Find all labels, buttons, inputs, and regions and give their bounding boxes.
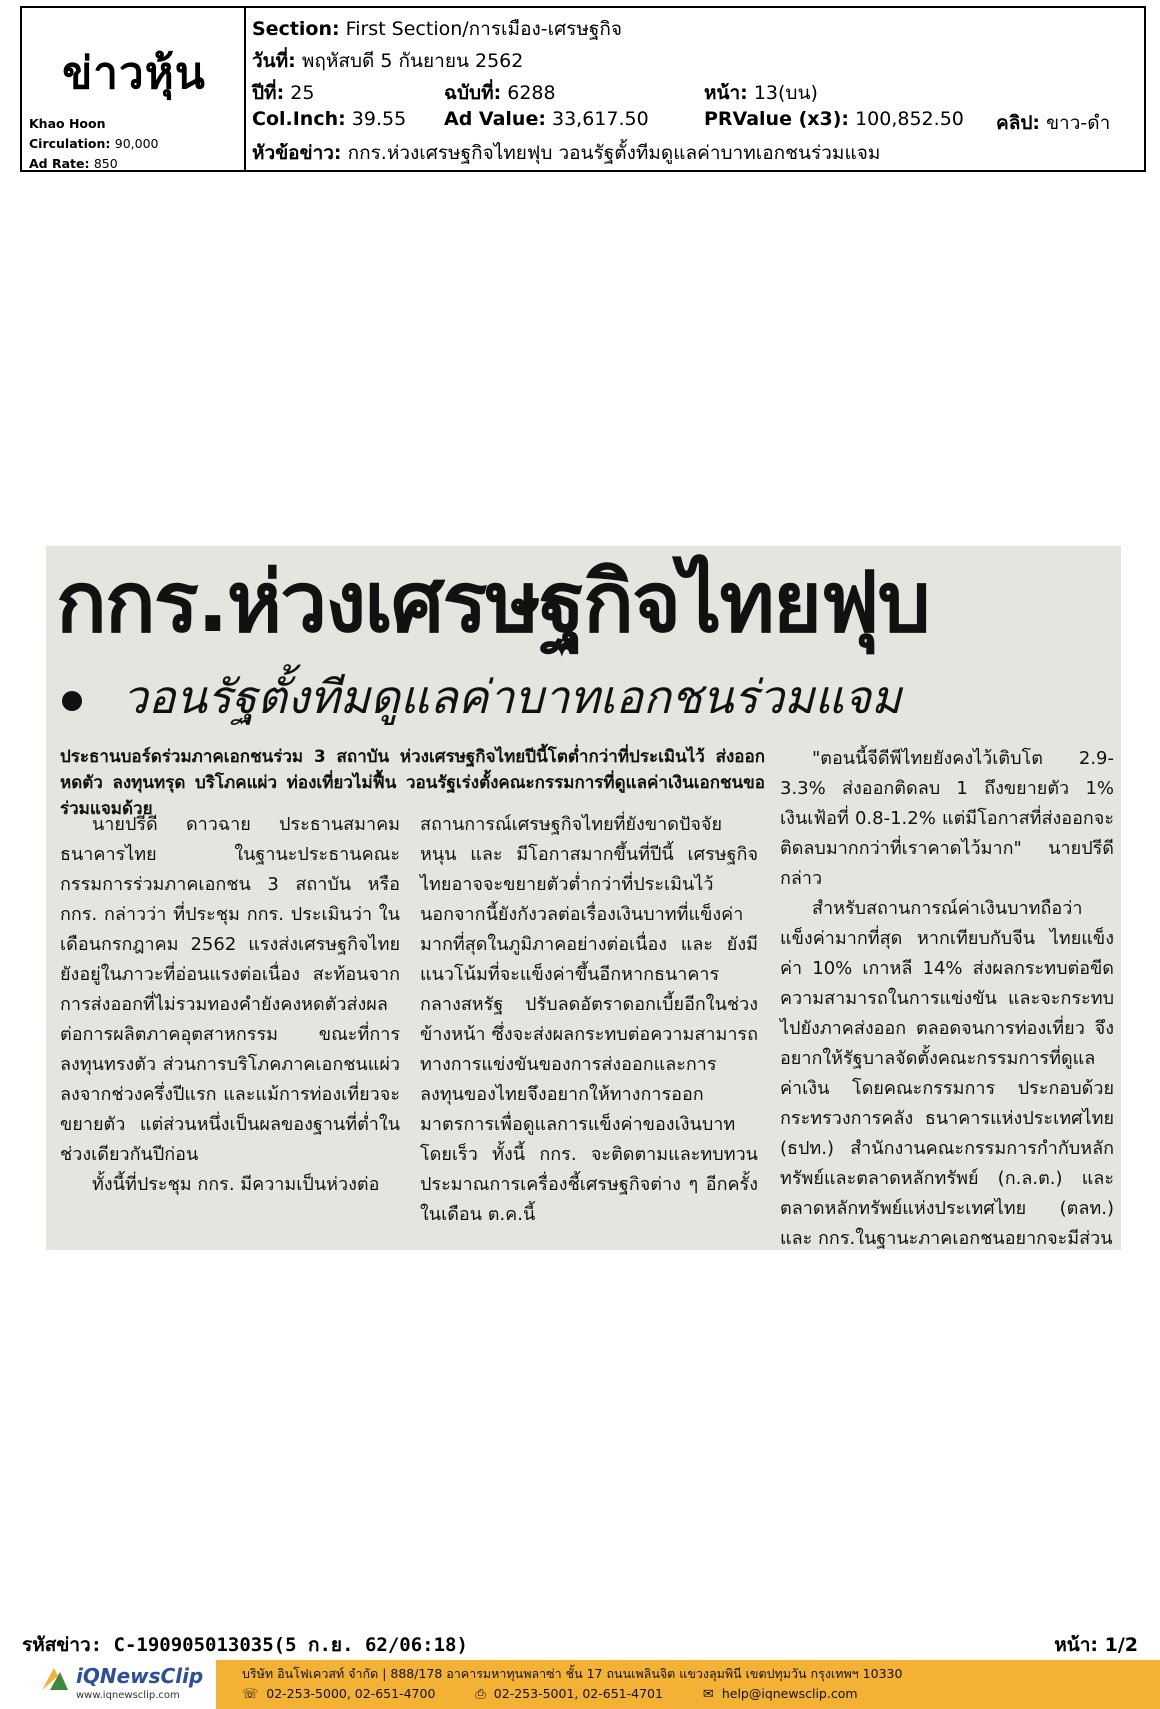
company-address: บริษัท อินโฟเควสท์ จำกัด | 888/178 อาคารมหาทุนพลาซ่า ชั้น 17 ถนนเพลินจิต แขวงลุมพินี เขตปทุมวัน กรุงเทพฯ 10330: [242, 1666, 903, 1681]
page-value: 13(บน): [753, 82, 818, 104]
bullet-icon: [62, 691, 82, 711]
envelope-icon: ✉: [702, 1687, 714, 1702]
contact-row: [242, 1686, 894, 1702]
fax-number: 02-253-5001, 02-651-4701: [493, 1686, 663, 1701]
advalue-field: [444, 108, 649, 130]
colinch-label: Col.Inch:: [252, 108, 346, 130]
advalue-label: Ad Value:: [444, 108, 546, 130]
newspaper-clipping: [46, 546, 1121, 1250]
section-label: Section:: [252, 18, 340, 40]
circulation: [29, 136, 159, 151]
metadata-panel: [252, 8, 1144, 170]
paragraph: "ตอนนี้จีดีพีไทยยังคงไว้เติบโต 2.9-3.3% ส่งออกติดลบ 1 ถึงขยายตัว 1% เงินเฟ้อที่ 0.8-1.2% แต่มีโอกาสที่ส่งออกจะติดลบมากกว่าที่เราคาดไว้มาก" นายปรีดี กล่าว: [780, 748, 1114, 889]
newsclip-logo-icon: [40, 1666, 70, 1692]
advalue-value: 33,617.50: [551, 108, 649, 130]
headline-value: กกร.ห่วงเศรษฐกิจไทยฟุบ วอนรัฐตั้งทีมดูแลค่าบาทเอกชนร่วมแจม: [347, 142, 881, 164]
iqnewsclip-logo: [36, 1664, 216, 1706]
ad-rate-value: 850: [93, 156, 118, 171]
printer-icon: ⎙: [475, 1687, 486, 1702]
headline-label: หัวข้อข่าว:: [252, 142, 342, 164]
article-column-1: [60, 810, 400, 1200]
date-row: [252, 46, 523, 76]
colinch-field: [252, 108, 406, 130]
fax-contact: [475, 1686, 663, 1702]
year-value: 25: [290, 82, 315, 104]
page-field: [704, 78, 818, 108]
publication-logo: ข่าวหุ้น: [62, 48, 206, 99]
publication-panel: [22, 8, 246, 170]
section-value: First Section/การเมือง-เศรษฐกิจ: [345, 18, 623, 40]
email-address[interactable]: help@iqnewsclip.com: [721, 1686, 858, 1701]
circulation-value: 90,000: [114, 136, 159, 151]
headline-row: [252, 138, 880, 168]
circulation-label: Circulation:: [29, 136, 111, 151]
contact-strip: [216, 1660, 1160, 1709]
date-label: วันที่:: [252, 50, 296, 72]
paragraph: ทั้งนี้ที่ประชุม กกร. มีความเป็นห่วงต่อ: [92, 1174, 380, 1195]
issue-label: ฉบับที่:: [444, 82, 502, 104]
phone-contact: [242, 1686, 435, 1702]
news-code: รหัสข่าว: C-190905013035(5 ก.ย. 62/06:18): [22, 1634, 468, 1656]
paragraph: สถานการณ์เศรษฐกิจไทยที่ยังขาดปัจจัยหนุน และ มีโอกาสมากขึ้นที่ปีนี้ เศรษฐกิจไทยอาจจะขยายตัวต่ำกว่าที่ประเมินไว้ นอกจากนี้ยังกังวลต่อเรื่องเงินบาทที่แข็งค่ามากที่สุดในภูมิภาคอย่างต่อเนื่อง และ ยังมีแนวโน้มที่จะแข็งค่าขึ้นอีกหากธนาคารกลางสหรัฐ ปรับลดอัตราดอกเบี้ยอีกในช่วงข้างหน้า ซึ่งจะส่งผลกระทบต่อความสามารถทางการแข่งขันของการส่งออกและการลงทุนของไทยจึงอยากให้ทางการออกมาตรการเพื่อดูแลการแข็งค่าของเงินบาทโดยเร็ว ทั้งนี้ กกร. จะติดตามและทบทวนประมาณการเครื่องชี้เศรษฐกิจต่าง ๆ อีกครั้งในเดือน ต.ค.นี้: [420, 814, 758, 1225]
paragraph: นายปรีดี ดาวฉาย ประธานสมาคมธนาคารไทย ในฐานะประธานคณะกรรมการร่วมภาคเอกชน 3 สถาบัน หรือ กกร. กล่าวว่า ที่ประชุม กกร. ประเมินว่า ในเดือนกรกฎาคม 2562 แรงส่งเศรษฐกิจไทยยังอยู่ในภาวะที่อ่อนแรงต่อเนื่อง สะท้อนจากการส่งออกที่ไม่รวมทองคำยังคงหดตัวส่งผลต่อการผลิตภาคอุตสาหกรรม ขณะที่การลงทุนทรงตัว ส่วนการบริโภคภาคเอกชนแผ่วลงจากช่วงครึ่งปีแรก และแม้การท่องเที่ยวจะขยายตัว แต่ส่วนหนึ่งเป็นผลของฐานที่ต่ำในช่วงเดียวกันปีก่อน: [60, 814, 400, 1165]
phone-icon: ☏: [242, 1687, 259, 1702]
issue-value: 6288: [507, 82, 556, 104]
page-label: หน้า:: [704, 82, 748, 104]
email-contact[interactable]: [703, 1686, 858, 1702]
logo-url: www.iqnewsclip.com: [76, 1690, 180, 1701]
article-lead: ประธานบอร์ดร่วมภาคเอกชนร่วม 3 สถาบัน ห่วงเศรษฐกิจไทยปีนี้โตต่ำกว่าที่ประเมินไว้ ส่งออกหดตัว ลงทุนทรุด บริโภคแผ่ว ท่องเที่ยวไม่ฟื้น วอนรัฐเร่งตั้งคณะกรรมการที่ดูแลค่าเงินเอกชนขอร่วมแจมด้วย: [60, 747, 765, 819]
clip-type-field: [996, 108, 1110, 138]
article-subheadline: [56, 664, 1116, 730]
year-field: [252, 78, 314, 108]
ad-rate-label: Ad Rate:: [29, 156, 90, 171]
ad-rate: [29, 156, 118, 171]
section-row: [252, 14, 622, 44]
page-indicator: หน้า: 1/2: [1054, 1634, 1138, 1656]
article-headline: กกร.ห่วงเศรษฐกิจไทยฟุบ: [56, 553, 929, 651]
article-subheadline-text: วอนรัฐตั้งทีมดูแลค่าบาทเอกชนร่วมแจม: [122, 670, 902, 724]
paragraph: สำหรับสถานการณ์ค่าเงินบาทถือว่าแข็งค่ามากที่สุด หากเทียบกับจีน ไทยแข็งค่า 10% เกาหลี 14% ส่งผลกระทบต่อขีดความสามารถในการแข่งขัน และจะกระทบไปยังภาคส่งออก ตลอดจนการท่องเที่ยว จึงอยากให้รัฐบาลจัดตั้งคณะกรรมการที่ดูแลค่าเงิน โดยคณะกรรมการ ประกอบด้วย กระทรวงการคลัง ธนาคารแห่งประเทศไทย (ธปท.) สำนักงานคณะกรรมการกำกับหลักทรัพย์และตลาดหลักทรัพย์ (ก.ล.ต.) และตลาดหลักทรัพย์แห่งประเทศไทย (ตลท.) และ กกร.ในฐานะภาคเอกชนอยากจะมีส่วน: [780, 898, 1114, 1249]
prvalue-value: 100,852.50: [855, 108, 964, 130]
phone-number: 02-253-5000, 02-651-4700: [266, 1686, 436, 1701]
prvalue-label: PRValue (x3):: [704, 108, 850, 130]
logo-text: iQNewsClip: [76, 1664, 204, 1688]
article-column-2: [420, 810, 758, 1230]
issue-field: [444, 78, 556, 108]
prvalue-field: [704, 108, 964, 130]
footer-bar: [0, 1660, 1160, 1709]
clipping-header: [20, 6, 1146, 172]
clip-type-value: ขาว-ดำ: [1046, 112, 1111, 134]
article-column-3: [780, 744, 1114, 1254]
date-value: พฤหัสบดี 5 กันยายน 2562: [301, 50, 524, 72]
year-label: ปีที่:: [252, 82, 285, 104]
colinch-value: 39.55: [351, 108, 407, 130]
clip-type-label: คลิป:: [996, 112, 1041, 134]
publication-name: Khao Hoon: [29, 116, 106, 131]
